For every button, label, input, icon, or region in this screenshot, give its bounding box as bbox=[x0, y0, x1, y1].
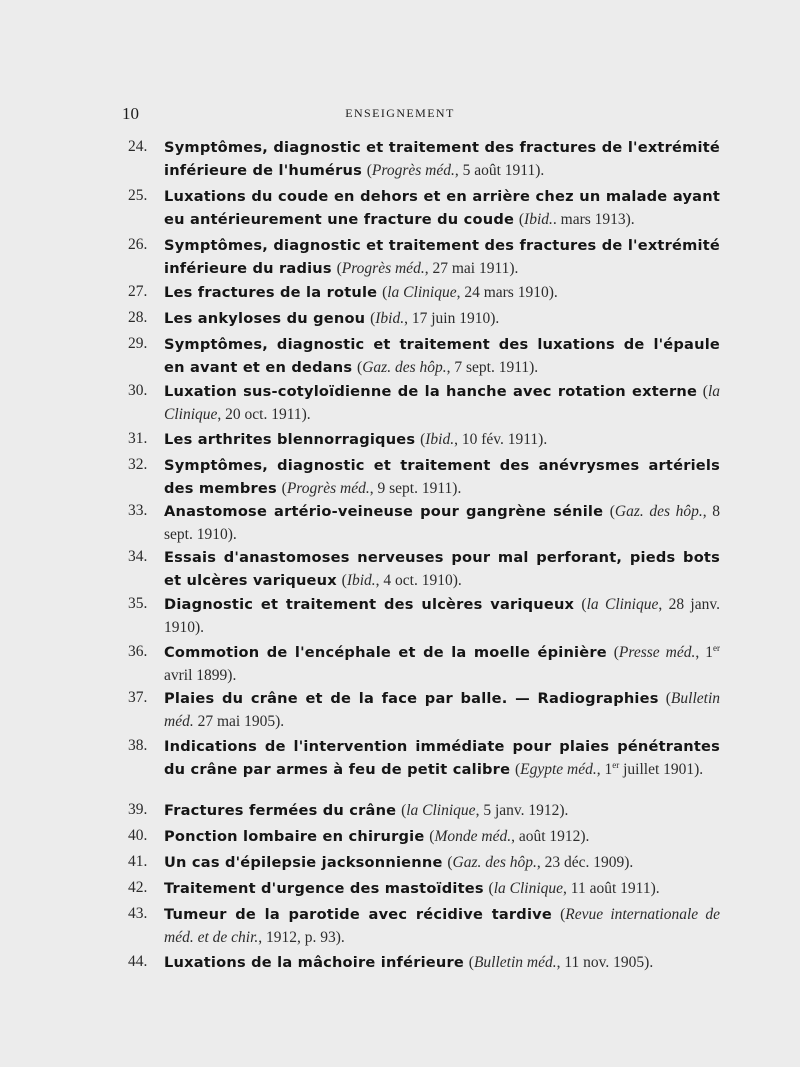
reference-date: . mars 1913). bbox=[552, 211, 635, 228]
reference-open: ( bbox=[357, 359, 363, 376]
entry-text bbox=[164, 185, 720, 231]
reference-date: , 8 sept. 1910). bbox=[164, 503, 720, 543]
entry-reference bbox=[519, 211, 635, 228]
reference-source: Progrès méd. bbox=[371, 162, 455, 179]
entry-number: 40. bbox=[128, 827, 148, 844]
reference-source: Ibid. bbox=[425, 431, 455, 448]
entry-title: Anastomose artério-veineuse pour gangrène sénile bbox=[164, 503, 604, 520]
entry-text bbox=[164, 877, 720, 900]
reference-date: , 11 août 1911). bbox=[563, 880, 660, 897]
bibliography-entry bbox=[128, 851, 720, 874]
reference-source: Gaz. des hôp. bbox=[452, 854, 537, 871]
reference-date-rest: juillet 1901). bbox=[619, 761, 704, 778]
reference-date: , 23 déc. 1909). bbox=[536, 854, 634, 871]
entry-text bbox=[164, 428, 720, 451]
entry-text bbox=[164, 851, 720, 874]
entry-number: 33. bbox=[128, 502, 148, 519]
entry-title: Les arthrites blennorragiques bbox=[164, 431, 416, 448]
entry-text bbox=[164, 546, 720, 592]
entry-reference bbox=[367, 162, 545, 179]
entry-number: 25. bbox=[128, 187, 148, 204]
entry-number: 30. bbox=[128, 382, 148, 399]
bibliography-entry bbox=[128, 234, 720, 280]
reference-open: ( bbox=[429, 828, 435, 845]
entry-title: Diagnostic et traitement des ulcères variqueux bbox=[164, 596, 575, 613]
reference-open: ( bbox=[514, 761, 521, 778]
bibliography-entry bbox=[128, 500, 720, 546]
reference-open: ( bbox=[382, 284, 388, 301]
reference-source: Ibid. bbox=[375, 310, 405, 327]
reference-date: , 11 nov. 1905). bbox=[556, 954, 654, 971]
entry-text bbox=[164, 825, 720, 848]
reference-date: , 4 oct. 1910). bbox=[375, 572, 462, 589]
entry-text bbox=[164, 136, 720, 182]
entry-number: 41. bbox=[128, 853, 148, 870]
entry-title: Un cas d'épilepsie jacksonnienne bbox=[164, 854, 443, 871]
entry-number: 32. bbox=[128, 456, 148, 473]
reference-date: , 10 fév. 1911). bbox=[454, 431, 548, 448]
entry-number: 35. bbox=[128, 595, 148, 612]
entry-number: 38. bbox=[128, 737, 148, 754]
bibliography-entry bbox=[128, 307, 720, 330]
reference-date: , 27 mai 1911). bbox=[424, 260, 519, 277]
reference-source: la Clinique bbox=[406, 802, 476, 819]
running-title: ENSEIGNEMENT bbox=[345, 106, 455, 120]
reference-date: , août 1912). bbox=[511, 828, 590, 845]
entry-reference bbox=[370, 310, 499, 327]
entry-title: Les ankyloses du genou bbox=[164, 310, 366, 327]
reference-open: ( bbox=[702, 383, 708, 400]
reference-source: Presse méd. bbox=[618, 644, 696, 661]
bibliography-entry bbox=[128, 185, 720, 231]
entry-title: Symptômes, diagnostic et traitement des fractures de l'extrémité inférieure du radius bbox=[164, 237, 720, 277]
entry-text bbox=[164, 454, 720, 500]
reference-source: la Clinique bbox=[164, 383, 720, 423]
reference-date: , 24 mars 1910). bbox=[456, 284, 558, 301]
entry-title: Indications de l'intervention immédiate pour plaies pénétrantes du crâne par armes à feu de petit calibre bbox=[164, 738, 720, 778]
entry-title: Symptômes, diagnostic et traitement des anévrysmes artériels des membres bbox=[164, 457, 720, 497]
reference-source: Bulletin méd. bbox=[473, 954, 557, 971]
entry-text bbox=[164, 903, 720, 949]
reference-open: ( bbox=[366, 162, 372, 179]
entry-text bbox=[164, 951, 720, 974]
entry-reference bbox=[515, 761, 703, 778]
reference-date: , 28 janv. 1910). bbox=[164, 596, 720, 636]
reference-date: , 1 bbox=[695, 644, 713, 661]
page-number: 10 bbox=[122, 104, 139, 123]
entry-number: 42. bbox=[128, 879, 148, 896]
entry-title: Traitement d'urgence des mastoïdites bbox=[164, 880, 484, 897]
reference-date: , 7 sept. 1911). bbox=[446, 359, 539, 376]
entry-text bbox=[164, 500, 720, 546]
reference-source: Bulletin méd. bbox=[164, 690, 720, 730]
entry-text bbox=[164, 281, 720, 304]
bibliography-entry bbox=[128, 903, 720, 949]
reference-source: Progrès méd. bbox=[286, 480, 370, 497]
ordinal-superscript: er bbox=[713, 642, 720, 653]
reference-open: ( bbox=[609, 503, 615, 520]
entry-reference bbox=[337, 260, 519, 277]
bibliography-entry bbox=[128, 735, 720, 781]
reference-source: Monde méd. bbox=[434, 828, 512, 845]
entry-title: Fractures fermées du crâne bbox=[164, 802, 397, 819]
bibliography-entry bbox=[128, 380, 720, 426]
reference-date: , 17 juin 1910). bbox=[404, 310, 500, 327]
entry-text bbox=[164, 687, 720, 733]
entry-title: Symptômes, diagnostic et traitement des luxations de l'épaule en avant et en dedans bbox=[164, 336, 720, 376]
entry-title: Luxations du coude en dehors et en arrière chez un malade ayant eu antérieurement une fracture du coude bbox=[164, 188, 720, 228]
entry-title: Plaies du crâne et de la face par balle. — Radiographies bbox=[164, 690, 659, 707]
entry-reference bbox=[382, 284, 558, 301]
entry-text bbox=[164, 735, 720, 781]
reference-open: ( bbox=[468, 954, 474, 971]
reference-date: , 20 oct. 1911). bbox=[217, 406, 311, 423]
entry-title: Les fractures de la rotule bbox=[164, 284, 378, 301]
entry-number: 24. bbox=[128, 138, 148, 155]
reference-open: ( bbox=[665, 690, 671, 707]
entry-number: 29. bbox=[128, 335, 148, 352]
reference-date: , 9 sept. 1911). bbox=[369, 480, 462, 497]
reference-source: Ibid. bbox=[524, 211, 553, 228]
entry-number: 36. bbox=[128, 643, 148, 660]
reference-source: la Clinique bbox=[387, 284, 457, 301]
entry-text bbox=[164, 380, 720, 426]
bibliography-entry bbox=[128, 281, 720, 304]
entry-number: 34. bbox=[128, 548, 148, 565]
bibliography-entry bbox=[128, 593, 720, 639]
reference-date: , 1 bbox=[596, 761, 613, 778]
entry-reference bbox=[447, 854, 633, 871]
entry-title: Tumeur de la parotide avec récidive tardive bbox=[164, 906, 552, 923]
reference-date: , 5 janv. 1912). bbox=[475, 802, 569, 819]
entry-text bbox=[164, 799, 720, 822]
reference-date: , 1912, p. 93). bbox=[258, 929, 345, 946]
entry-reference bbox=[489, 880, 660, 897]
entry-number: 31. bbox=[128, 430, 148, 447]
reference-source: Egypte méd. bbox=[520, 761, 597, 778]
reference-open: ( bbox=[613, 644, 619, 661]
entry-number: 39. bbox=[128, 801, 148, 818]
reference-open: ( bbox=[488, 880, 494, 897]
reference-source: Progrès méd. bbox=[341, 260, 425, 277]
entry-title: Commotion de l'encéphale et de la moelle épinière bbox=[164, 644, 607, 661]
bibliography-entry bbox=[128, 951, 720, 974]
reference-open: ( bbox=[420, 431, 426, 448]
bibliography-entry bbox=[128, 825, 720, 848]
entry-number: 43. bbox=[128, 905, 148, 922]
bibliography-entry bbox=[128, 641, 720, 687]
reference-source: Gaz. des hôp. bbox=[362, 359, 447, 376]
bibliography-entry bbox=[128, 687, 720, 733]
entry-text bbox=[164, 593, 720, 639]
entry-text bbox=[164, 307, 720, 330]
entry-number: 27. bbox=[128, 283, 148, 300]
reference-open: ( bbox=[447, 854, 453, 871]
reference-open: ( bbox=[401, 802, 407, 819]
entry-title: Ponction lombaire en chirurgie bbox=[164, 828, 425, 845]
reference-source: Gaz. des hôp. bbox=[614, 503, 703, 520]
reference-source: la Clinique bbox=[493, 880, 564, 897]
reference-source: la Clinique bbox=[586, 596, 659, 613]
bibliography-entry bbox=[128, 454, 720, 500]
entry-reference bbox=[282, 480, 462, 497]
entry-number: 26. bbox=[128, 236, 148, 253]
entry-text bbox=[164, 333, 720, 379]
bibliography-entry bbox=[128, 877, 720, 900]
reference-open: ( bbox=[341, 572, 347, 589]
entry-number: 44. bbox=[128, 953, 148, 970]
reference-date: 27 mai 1905). bbox=[193, 713, 285, 730]
bibliography-entry bbox=[128, 333, 720, 379]
entry-number: 28. bbox=[128, 309, 148, 326]
bibliography-entry bbox=[128, 136, 720, 182]
entry-reference bbox=[469, 954, 653, 971]
entry-text bbox=[164, 641, 720, 687]
entry-reference bbox=[429, 828, 589, 845]
reference-open: ( bbox=[336, 260, 342, 277]
reference-open: ( bbox=[581, 596, 587, 613]
bibliography-entry bbox=[128, 546, 720, 592]
reference-date: , 5 août 1911). bbox=[454, 162, 545, 179]
entry-text bbox=[164, 234, 720, 280]
entry-reference bbox=[401, 802, 568, 819]
reference-open: ( bbox=[518, 211, 525, 228]
entry-reference bbox=[357, 359, 538, 376]
entry-reference bbox=[342, 572, 462, 589]
bibliography-entry bbox=[128, 799, 720, 822]
entry-title: Luxation sus-cotyloïdienne de la hanche avec rotation externe bbox=[164, 383, 698, 400]
bibliography-entry bbox=[128, 428, 720, 451]
entry-number: 37. bbox=[128, 689, 148, 706]
reference-open: ( bbox=[281, 480, 287, 497]
reference-source: Revue internationale de méd. et de chir. bbox=[164, 906, 720, 946]
entry-reference bbox=[420, 431, 547, 448]
reference-date-rest: avril 1899). bbox=[164, 667, 237, 684]
reference-open: ( bbox=[370, 310, 376, 327]
reference-source: Ibid. bbox=[346, 572, 376, 589]
entry-title: Essais d'anastomoses nerveuses pour mal perforant, pieds bots et ulcères variqueux bbox=[164, 549, 720, 589]
entry-title: Luxations de la mâchoire inférieure bbox=[164, 954, 464, 971]
reference-open: ( bbox=[560, 906, 566, 923]
ordinal-superscript: er bbox=[612, 759, 620, 770]
entry-title: Symptômes, diagnostic et traitement des fractures de l'extrémité inférieure de l'humérus bbox=[164, 139, 720, 179]
